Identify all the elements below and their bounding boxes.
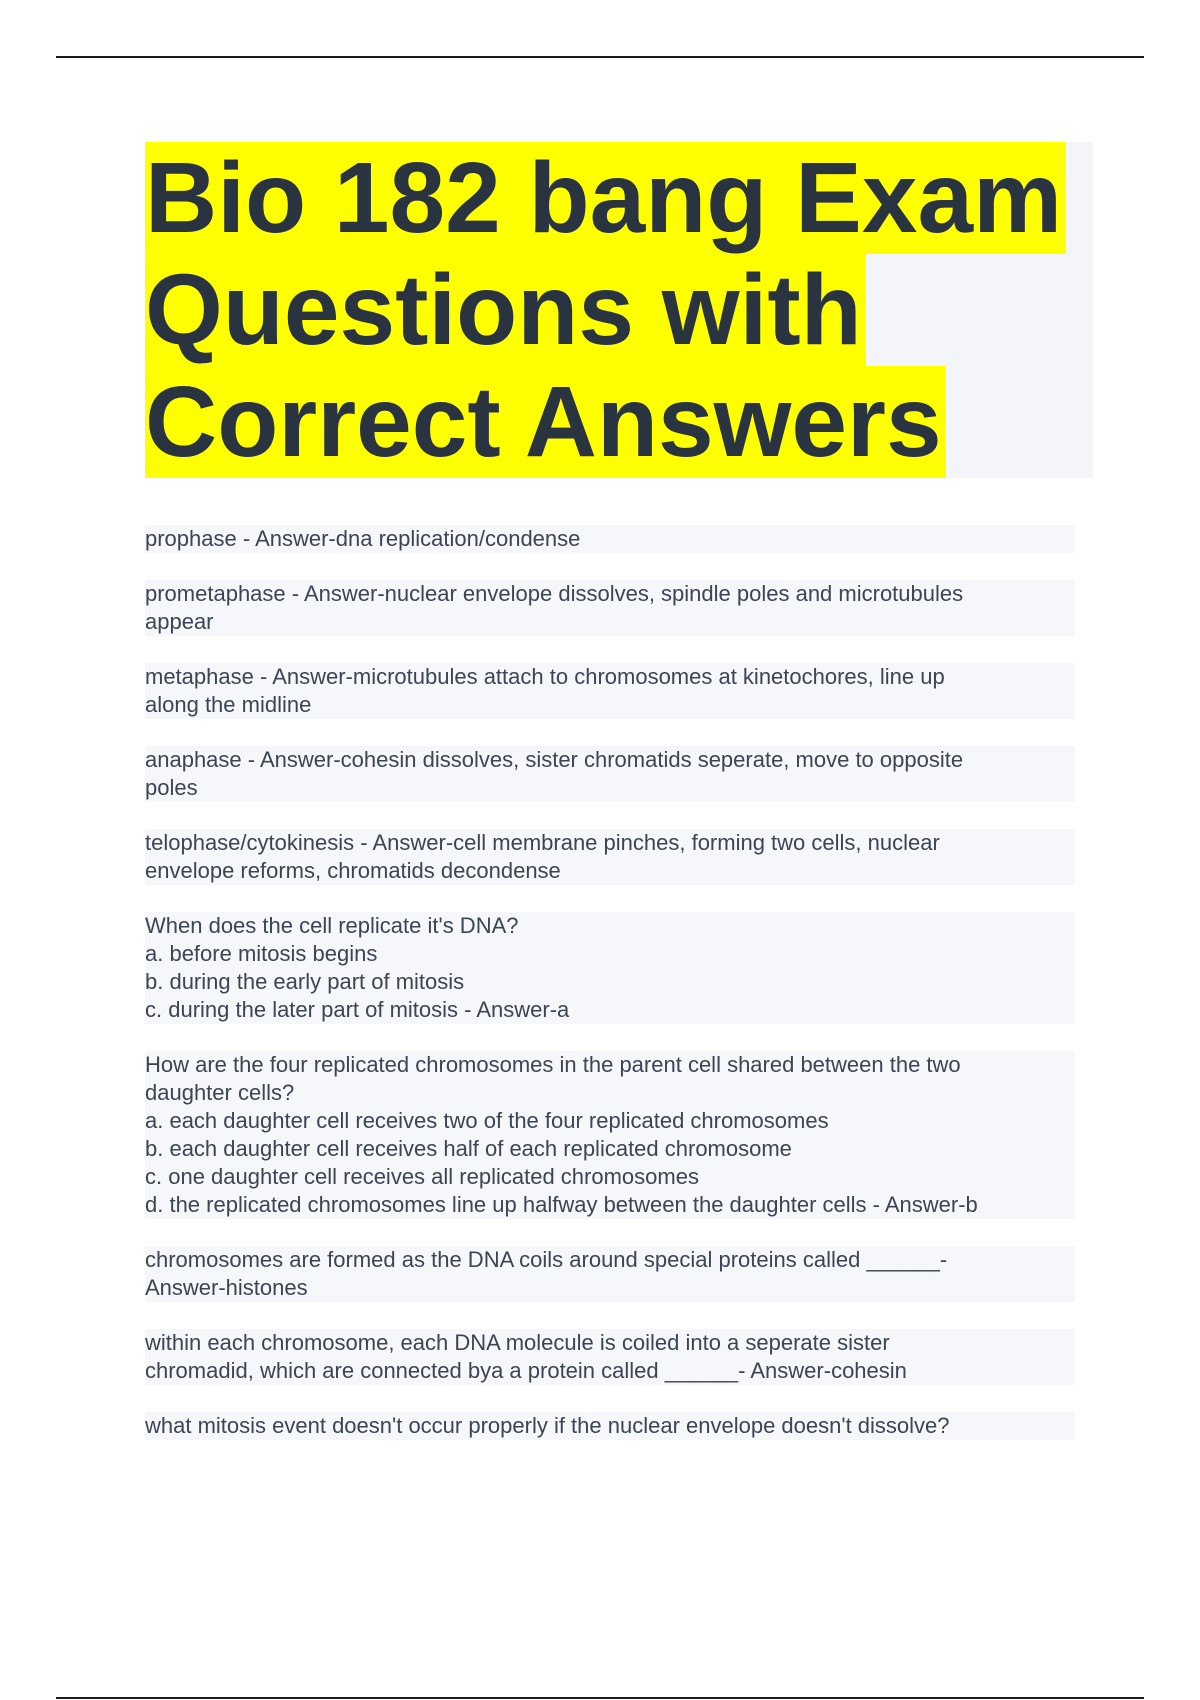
title-line: Correct Answers (145, 366, 946, 478)
question-text: daughter cells? (145, 1080, 295, 1105)
title-line: Questions with (145, 254, 866, 366)
answer-option: a. before mitosis begins (145, 941, 378, 966)
qa-text-line: metaphase - Answer-microtubules attach to chromosomes at kinetochores, line up (145, 664, 945, 689)
question-text: what mitosis event doesn't occur properly if the nuclear envelope doesn't dissolve? (145, 1413, 950, 1438)
question-text: How are the four replicated chromosomes in the parent cell shared between the two (145, 1052, 961, 1077)
qa-text-line: telophase/cytokinesis - Answer-cell membrane pinches, forming two cells, nuclear (145, 830, 940, 855)
qa-entry-metaphase (145, 663, 1075, 719)
qa-entry-cohesin (145, 1329, 1075, 1385)
qa-text-line: appear (145, 609, 214, 634)
qa-entry-chromosome-sharing (145, 1051, 1075, 1219)
qa-text-line: chromadid, which are connected bya a protein called ______- Answer-cohesin (145, 1358, 907, 1383)
title-block (145, 142, 1093, 478)
qa-text-line: anaphase - Answer-cohesin dissolves, sister chromatids seperate, move to opposite (145, 747, 964, 772)
title-line: Bio 182 bang Exam (145, 142, 1066, 254)
qa-entry-prophase (145, 525, 1075, 553)
top-rule (56, 56, 1144, 58)
qa-entry-anaphase (145, 746, 1075, 802)
qa-entry-dna-replication (145, 912, 1075, 1024)
qa-entry-prometaphase (145, 580, 1075, 636)
question-text: When does the cell replicate it's DNA? (145, 913, 519, 938)
answer-option: a. each daughter cell receives two of the four replicated chromosomes (145, 1108, 829, 1133)
bottom-rule (56, 1697, 1144, 1699)
qa-text-line: prophase - Answer-dna replication/condense (145, 526, 581, 551)
qa-entry-nuclear-envelope (145, 1412, 1075, 1440)
document-title (145, 142, 1093, 478)
qa-text-line: Answer-histones (145, 1275, 308, 1300)
qa-list (145, 525, 1075, 1467)
qa-text-line: within each chromosome, each DNA molecule is coiled into a seperate sister (145, 1330, 890, 1355)
qa-entry-telophase (145, 829, 1075, 885)
qa-text-line: poles (145, 775, 198, 800)
qa-text-line: prometaphase - Answer-nuclear envelope dissolves, spindle poles and microtubules (145, 581, 964, 606)
answer-option: d. the replicated chromosomes line up halfway between the daughter cells - Answer-b (145, 1192, 978, 1217)
answer-option: b. during the early part of mitosis (145, 969, 465, 994)
qa-text-line: chromosomes are formed as the DNA coils around special proteins called ______- (145, 1247, 948, 1272)
answer-option: b. each daughter cell receives half of each replicated chromosome (145, 1136, 792, 1161)
qa-text-line: envelope reforms, chromatids decondense (145, 858, 561, 883)
qa-entry-histones (145, 1246, 1075, 1302)
answer-option: c. during the later part of mitosis - Answer-a (145, 997, 570, 1022)
qa-text-line: along the midline (145, 692, 312, 717)
answer-option: c. one daughter cell receives all replicated chromosomes (145, 1164, 699, 1189)
